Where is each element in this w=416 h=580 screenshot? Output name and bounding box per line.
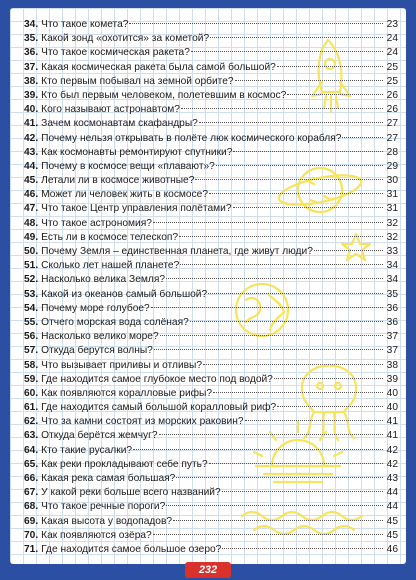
toc-entry[interactable] bbox=[24, 61, 398, 75]
toc-entry-page: 32 bbox=[386, 231, 398, 243]
toc-entry-page: 40 bbox=[386, 402, 398, 414]
toc-entry[interactable] bbox=[24, 288, 398, 302]
toc-entry-title: Как реки прокладывают себе путь? bbox=[41, 458, 208, 470]
toc-entry-number: 51. bbox=[24, 260, 39, 272]
toc-entry[interactable] bbox=[24, 245, 398, 259]
toc-entry-page: 29 bbox=[386, 160, 398, 172]
toc-leader-dots bbox=[210, 37, 383, 38]
toc-entry-title: Что такое речные пороги? bbox=[41, 501, 166, 513]
toc-leader-dots bbox=[222, 548, 383, 549]
toc-entry[interactable] bbox=[24, 316, 398, 330]
toc-leader-dots bbox=[166, 505, 383, 506]
toc-entry-page: 32 bbox=[386, 217, 398, 229]
toc-entry-title: Как появляются озёра? bbox=[41, 529, 152, 541]
toc-entry[interactable] bbox=[24, 160, 398, 174]
toc-entry[interactable] bbox=[24, 146, 398, 160]
toc-entry-title: Кого называют астронавтом? bbox=[41, 104, 180, 116]
toc-entry-number: 54. bbox=[24, 302, 39, 314]
toc-entry-number: 68. bbox=[24, 501, 39, 513]
toc-entry-page: 25 bbox=[386, 75, 398, 87]
toc-leader-dots bbox=[190, 321, 383, 322]
toc-entry-title: Летали ли в космосе животные? bbox=[41, 175, 195, 187]
toc-entry-number: 58. bbox=[24, 359, 39, 371]
toc-entry[interactable] bbox=[24, 387, 398, 401]
toc-entry-title: Насколько велика Земля? bbox=[41, 274, 166, 286]
toc-entry-page: 45 bbox=[386, 529, 398, 541]
toc-entry-page: 36 bbox=[386, 302, 398, 314]
toc-entry-title: Откуда берётся жемчуг? bbox=[41, 430, 158, 442]
toc-entry[interactable] bbox=[24, 486, 398, 500]
toc-entry[interactable] bbox=[24, 273, 398, 287]
toc-entry[interactable] bbox=[24, 429, 398, 443]
toc-entry-number: 40. bbox=[24, 104, 39, 116]
toc-entry-title: Что такое комета? bbox=[41, 19, 129, 30]
toc-entry-page: 44 bbox=[386, 487, 398, 499]
toc-entry-page: 35 bbox=[386, 288, 398, 300]
toc-entry-number: 56. bbox=[24, 331, 39, 343]
toc-entry-number: 71. bbox=[24, 543, 39, 555]
toc-entry-title: Откуда берутся волны? bbox=[41, 345, 153, 357]
toc-leader-dots bbox=[195, 179, 383, 180]
toc-entry-page: 34 bbox=[386, 274, 398, 286]
toc-entry-page: 45 bbox=[386, 515, 398, 527]
toc-entry-number: 52. bbox=[24, 274, 39, 286]
toc-entry-number: 66. bbox=[24, 473, 39, 484]
toc-entry[interactable] bbox=[24, 401, 398, 415]
toc-entry-number: 45. bbox=[24, 175, 39, 187]
toc-entry-page: 23 bbox=[386, 19, 398, 30]
toc-entry-title: Как космонавты ремонтируют спутники? bbox=[41, 146, 233, 158]
toc-entry[interactable] bbox=[24, 18, 398, 32]
toc-entry-number: 59. bbox=[24, 373, 39, 385]
toc-leader-dots bbox=[222, 491, 383, 492]
toc-entry-title: Что за камни состоят из морских раковин? bbox=[41, 416, 244, 428]
toc-entry[interactable] bbox=[24, 330, 398, 344]
toc-entry-page: 41 bbox=[386, 416, 398, 428]
toc-leader-dots bbox=[166, 278, 383, 279]
toc-entry-number: 38. bbox=[24, 75, 39, 87]
toc-entry-number: 61. bbox=[24, 402, 39, 414]
toc-leader-dots bbox=[129, 23, 383, 24]
toc-entry-page: 26 bbox=[386, 104, 398, 116]
toc-entry-title: Кто первым побывал на земной орбите? bbox=[41, 75, 234, 87]
toc-entry[interactable] bbox=[24, 89, 398, 103]
toc-entry-title: Кто такие русалки? bbox=[41, 444, 133, 456]
toc-leader-dots bbox=[209, 463, 383, 464]
toc-entry-page: 39 bbox=[386, 373, 398, 385]
toc-entry-number: 67. bbox=[24, 487, 39, 499]
toc-entry[interactable] bbox=[24, 75, 398, 89]
toc-leader-dots bbox=[277, 406, 383, 407]
toc-entry-title: Кто был первым человеком, полетевшим в космос? bbox=[41, 89, 287, 101]
toc-entry-number: 34. bbox=[24, 19, 39, 30]
toc-entry-page: 26 bbox=[386, 89, 398, 101]
toc-entry-title: Отчего морская вода солёная? bbox=[41, 316, 189, 328]
toc-entry-number: 48. bbox=[24, 217, 39, 229]
toc-entry[interactable] bbox=[24, 373, 398, 387]
toc-entry[interactable] bbox=[24, 458, 398, 472]
toc-entry[interactable] bbox=[24, 32, 398, 46]
toc-entry-page: 46 bbox=[386, 543, 398, 555]
toc-leader-dots bbox=[154, 349, 383, 350]
toc-entry-number: 62. bbox=[24, 416, 39, 428]
toc-leader-dots bbox=[274, 378, 383, 379]
toc-entry[interactable] bbox=[24, 543, 398, 557]
toc-entry[interactable] bbox=[24, 202, 398, 216]
toc-entry-page: 42 bbox=[386, 444, 398, 456]
toc-leader-dots bbox=[314, 250, 383, 251]
toc-leader-dots bbox=[199, 122, 383, 123]
toc-entry-number: 70. bbox=[24, 529, 39, 541]
toc-entry-page: 40 bbox=[386, 387, 398, 399]
toc-leader-dots bbox=[216, 165, 383, 166]
toc-entry-number: 57. bbox=[24, 345, 39, 357]
toc-entry-page: 42 bbox=[386, 458, 398, 470]
toc-entry[interactable] bbox=[24, 344, 398, 358]
toc-entry-title: Где находится самое глубокое место под водой? bbox=[41, 373, 273, 385]
toc-leader-dots bbox=[342, 137, 383, 138]
toc-entry-page: 24 bbox=[386, 47, 398, 59]
toc-entry-title: Какая высота у водопадов? bbox=[41, 515, 173, 527]
toc-leader-dots bbox=[235, 80, 383, 81]
toc-leader-dots bbox=[277, 66, 383, 67]
toc-entry-number: 55. bbox=[24, 316, 39, 328]
toc-entry-number: 39. bbox=[24, 89, 39, 101]
toc-entry-title: Как появляются коралловые рифы? bbox=[41, 387, 213, 399]
toc-entry[interactable] bbox=[24, 174, 398, 188]
toc-entry-title: Есть ли в космосе телескоп? bbox=[41, 231, 179, 243]
toc-entry[interactable] bbox=[24, 302, 398, 316]
toc-entry-title: Почему море голубое? bbox=[41, 302, 150, 314]
toc-entry[interactable] bbox=[24, 103, 398, 117]
toc-entry-number: 35. bbox=[24, 33, 39, 45]
toc-entry-number: 63. bbox=[24, 430, 39, 442]
toc-entry-number: 50. bbox=[24, 246, 39, 257]
toc-entry[interactable] bbox=[24, 359, 398, 373]
toc-entry-title: Насколько велико море? bbox=[41, 331, 159, 343]
toc-entry-number: 46. bbox=[24, 189, 39, 201]
toc-entry-page: 41 bbox=[386, 430, 398, 442]
toc-entry-title: Какой из океанов самый большой? bbox=[41, 288, 208, 300]
toc-entry-number: 47. bbox=[24, 203, 39, 215]
toc-leader-dots bbox=[203, 364, 383, 365]
toc-leader-dots bbox=[191, 51, 383, 52]
toc-entry-number: 44. bbox=[24, 160, 39, 172]
toc-entry-number: 53. bbox=[24, 288, 39, 300]
toc-entry[interactable] bbox=[24, 444, 398, 458]
toc-entry-page: 24 bbox=[386, 33, 398, 45]
toc-entry[interactable] bbox=[24, 415, 398, 429]
toc-leader-dots bbox=[159, 434, 383, 435]
toc-entry[interactable] bbox=[24, 259, 398, 273]
toc-entry[interactable] bbox=[24, 217, 398, 231]
toc-entry-number: 64. bbox=[24, 444, 39, 456]
toc-entry-page: 44 bbox=[386, 501, 398, 513]
toc-entry[interactable] bbox=[24, 46, 398, 60]
toc-entry-number: 37. bbox=[24, 61, 39, 73]
toc-leader-dots bbox=[133, 449, 383, 450]
toc-entry-title: Почему в космосе вещи «плавают»? bbox=[41, 160, 215, 172]
toc-entry-title: Где находится самое большое озеро? bbox=[41, 543, 222, 555]
toc-entry-title: Где находится самый большой коралловый риф? bbox=[41, 402, 277, 414]
toc-entry-title: Какая космическая ракета была самой большой? bbox=[41, 61, 276, 73]
toc-leader-dots bbox=[287, 94, 383, 95]
toc-entry-number: 42. bbox=[24, 132, 39, 144]
toc-entry-title: У какой реки больше всего названий? bbox=[41, 487, 221, 499]
toc-entry-title: Может ли человек жить в космосе? bbox=[41, 189, 209, 201]
toc-entry-title: Почему нельзя открывать в полёте люк космического корабля? bbox=[41, 132, 342, 144]
toc-entry-page: 31 bbox=[386, 189, 398, 201]
toc-entry-page: 28 bbox=[386, 146, 398, 158]
toc-entry-page: 37 bbox=[386, 331, 398, 343]
toc-entry-number: 69. bbox=[24, 515, 39, 527]
toc-entry-page: 25 bbox=[386, 61, 398, 73]
toc-entry[interactable] bbox=[24, 231, 398, 245]
toc-leader-dots bbox=[151, 307, 383, 308]
toc-leader-dots bbox=[181, 108, 383, 109]
toc-leader-dots bbox=[245, 420, 383, 421]
toc-leader-dots bbox=[153, 534, 383, 535]
toc-entry[interactable] bbox=[24, 132, 398, 146]
toc-entry-title: Какой зонд «охотится» за кометой? bbox=[41, 33, 210, 45]
toc-entry[interactable] bbox=[24, 500, 398, 514]
toc-entry-number: 36. bbox=[24, 47, 39, 59]
toc-leader-dots bbox=[179, 236, 383, 237]
toc-entry-number: 60. bbox=[24, 387, 39, 399]
toc-entry-page: 27 bbox=[386, 118, 398, 130]
toc-entry-page: 43 bbox=[386, 473, 398, 484]
toc-entry-title: Зачем космонавтам скафандры? bbox=[41, 118, 198, 130]
toc-entry-page: 34 bbox=[386, 260, 398, 272]
toc-leader-dots bbox=[153, 222, 383, 223]
toc-entry[interactable] bbox=[24, 472, 398, 486]
toc-entry-page: 37 bbox=[386, 345, 398, 357]
toc-entry-number: 41. bbox=[24, 118, 39, 130]
toc-entry-page: 31 bbox=[386, 203, 398, 215]
toc-entry[interactable] bbox=[24, 515, 398, 529]
toc-entry-title: Почему Земля – единственная планета, где живут люди? bbox=[41, 246, 313, 257]
toc-entry-title: Что такое астрономия? bbox=[41, 217, 152, 229]
toc-entry-page: 36 bbox=[386, 316, 398, 328]
toc-entry[interactable] bbox=[24, 188, 398, 202]
toc-leader-dots bbox=[209, 193, 383, 194]
toc-sheet bbox=[10, 8, 406, 564]
toc-leader-dots bbox=[176, 477, 383, 478]
toc-entry-number: 65. bbox=[24, 458, 39, 470]
page-number-badge: 232 bbox=[185, 562, 231, 578]
toc-leader-dots bbox=[173, 520, 383, 521]
toc-entry-page: 38 bbox=[386, 359, 398, 371]
toc-leader-dots bbox=[233, 207, 384, 208]
toc-leader-dots bbox=[213, 392, 383, 393]
toc-entry-page: 27 bbox=[386, 132, 398, 144]
toc-entry-page: 33 bbox=[386, 246, 398, 257]
toc-entry-number: 43. bbox=[24, 146, 39, 158]
toc-entry-title: Сколько лет нашей планете? bbox=[41, 260, 180, 272]
toc-leader-dots bbox=[233, 151, 383, 152]
toc-entry[interactable] bbox=[24, 529, 398, 543]
toc-entry-title: Что такое Центр управления полётами? bbox=[41, 203, 232, 215]
toc-entry-number: 49. bbox=[24, 231, 39, 243]
toc-entry-title: Какая река самая большая? bbox=[41, 473, 176, 484]
toc-entry-title: Что такое космическая ракета? bbox=[41, 47, 190, 59]
table-of-contents bbox=[24, 18, 398, 557]
toc-leader-dots bbox=[180, 264, 383, 265]
toc-entry-title: Что вызывает приливы и отливы? bbox=[41, 359, 203, 371]
toc-leader-dots bbox=[208, 293, 383, 294]
toc-leader-dots bbox=[160, 335, 383, 336]
toc-entry[interactable] bbox=[24, 117, 398, 131]
toc-entry-page: 30 bbox=[386, 175, 398, 187]
